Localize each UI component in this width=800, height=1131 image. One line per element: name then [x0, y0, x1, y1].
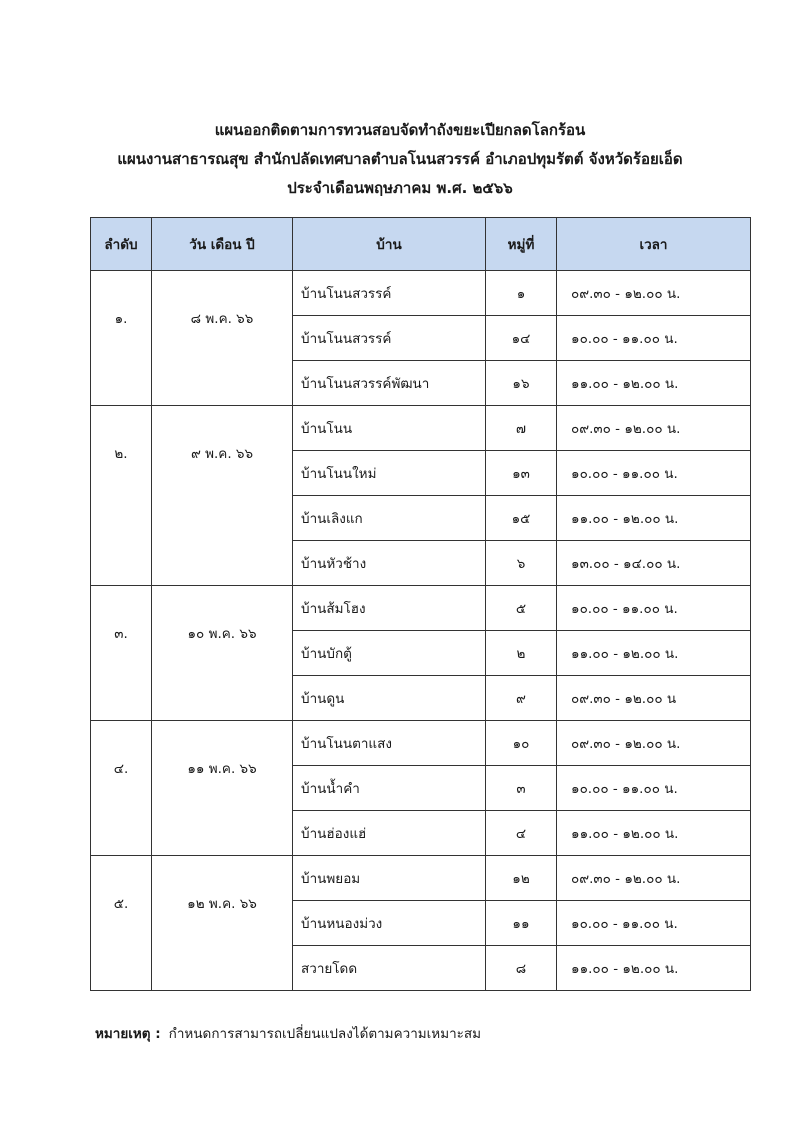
- cell-time: ๐๙.๓๐ - ๑๒.๐๐ น.: [557, 406, 751, 451]
- cell-village: บ้านหนองม่วง: [293, 901, 486, 946]
- cell-time: ๑๑.๐๐ - ๑๒.๐๐ น.: [557, 946, 751, 991]
- header-time: เวลา: [557, 218, 751, 271]
- cell-date: ๙ พ.ค. ๖๖: [152, 406, 293, 586]
- cell-village: บ้านโนนสวรรค์พัฒนา: [293, 361, 486, 406]
- cell-village: บ้านน้ำคำ: [293, 766, 486, 811]
- cell-time: ๑๐.๐๐ - ๑๑.๐๐ น.: [557, 901, 751, 946]
- cell-village: บ้านเลิงแก: [293, 496, 486, 541]
- table-row: [91, 721, 751, 766]
- cell-moo: ๒: [486, 631, 557, 676]
- cell-village: บ้านฮ่องแฮ่: [293, 811, 486, 856]
- cell-moo: ๓: [486, 766, 557, 811]
- footnote-label: หมายเหตุ :: [95, 1026, 161, 1042]
- document-title: [0, 116, 800, 203]
- cell-moo: ๖: [486, 541, 557, 586]
- footnote-text: กำหนดการสามารถเปลี่ยนแปลงได้ตามความเหมาะสม: [168, 1026, 482, 1042]
- cell-time: ๑๐.๐๐ - ๑๑.๐๐ น.: [557, 586, 751, 631]
- cell-moo: ๑๕: [486, 496, 557, 541]
- cell-date: ๘ พ.ค. ๖๖: [152, 271, 293, 406]
- cell-time: ๑๓.๐๐ - ๑๔.๐๐ น.: [557, 541, 751, 586]
- cell-village: สวายโดด: [293, 946, 486, 991]
- cell-village: บ้านหัวช้าง: [293, 541, 486, 586]
- cell-village: บ้านบักตู้: [293, 631, 486, 676]
- title-line-2: แผนงานสาธารณสุข สำนักปลัดเทศบาลตำบลโนนสวรรค์ อำเภอปทุมรัตต์ จังหวัดร้อยเอ็ด: [117, 150, 683, 168]
- cell-village: บ้านส้มโฮง: [293, 586, 486, 631]
- table-row: [91, 586, 751, 631]
- cell-date: ๑๒ พ.ค. ๖๖: [152, 856, 293, 991]
- cell-time: ๐๙.๓๐ - ๑๒.๐๐ น.: [557, 271, 751, 316]
- table-row: [91, 271, 751, 316]
- cell-time: ๑๑.๐๐ - ๑๒.๐๐ น.: [557, 361, 751, 406]
- cell-time: ๐๙.๓๐ - ๑๒.๐๐ น.: [557, 856, 751, 901]
- cell-village: บ้านโนนสวรรค์: [293, 316, 486, 361]
- header-order: ลำดับ: [91, 218, 152, 271]
- cell-time: ๑๐.๐๐ - ๑๑.๐๐ น.: [557, 316, 751, 361]
- cell-village: บ้านโนนใหม่: [293, 451, 486, 496]
- cell-village: บ้านดูน: [293, 676, 486, 721]
- cell-moo: ๑๐: [486, 721, 557, 766]
- cell-moo: ๑๖: [486, 361, 557, 406]
- cell-moo: ๗: [486, 406, 557, 451]
- header-village: บ้าน: [293, 218, 486, 271]
- cell-time: ๑๐.๐๐ - ๑๑.๐๐ น.: [557, 766, 751, 811]
- cell-time: ๑๑.๐๐ - ๑๒.๐๐ น.: [557, 631, 751, 676]
- cell-moo: ๑: [486, 271, 557, 316]
- cell-order: ๓.: [91, 586, 152, 721]
- title-line-1: แผนออกติดตามการทวนสอบจัดทำถังขยะเปียกลดโลกร้อน: [214, 121, 586, 139]
- cell-order: ๑.: [91, 271, 152, 406]
- cell-village: บ้านโนนสวรรค์: [293, 271, 486, 316]
- cell-order: ๒.: [91, 406, 152, 586]
- cell-time: ๐๙.๓๐ - ๑๒.๐๐ น.: [557, 721, 751, 766]
- cell-moo: ๘: [486, 946, 557, 991]
- header-date: วัน เดือน ปี: [152, 218, 293, 271]
- cell-date: ๑๑ พ.ค. ๖๖: [152, 721, 293, 856]
- cell-time: ๐๙.๓๐ - ๑๒.๐๐ น: [557, 676, 751, 721]
- cell-village: บ้านพยอม: [293, 856, 486, 901]
- table-row: [91, 406, 751, 451]
- cell-village: บ้านโนน: [293, 406, 486, 451]
- cell-moo: ๑๑: [486, 901, 557, 946]
- cell-time: ๑๐.๐๐ - ๑๑.๐๐ น.: [557, 451, 751, 496]
- cell-village: บ้านโนนตาแสง: [293, 721, 486, 766]
- cell-moo: ๕: [486, 586, 557, 631]
- cell-moo: ๔: [486, 811, 557, 856]
- cell-moo: ๑๒: [486, 856, 557, 901]
- cell-date: ๑๐ พ.ค. ๖๖: [152, 586, 293, 721]
- cell-moo: ๑๔: [486, 316, 557, 361]
- table-body: [91, 271, 751, 991]
- cell-moo: ๑๓: [486, 451, 557, 496]
- header-moo: หมู่ที่: [486, 218, 557, 271]
- table-header-row: [91, 218, 751, 271]
- title-line-3: ประจำเดือนพฤษภาคม พ.ศ. ๒๕๖๖: [287, 179, 513, 197]
- cell-time: ๑๑.๐๐ - ๑๒.๐๐ น.: [557, 811, 751, 856]
- schedule-table: [90, 217, 751, 991]
- cell-moo: ๙: [486, 676, 557, 721]
- cell-order: ๕.: [91, 856, 152, 991]
- cell-time: ๑๑.๐๐ - ๑๒.๐๐ น.: [557, 496, 751, 541]
- cell-order: ๔.: [91, 721, 152, 856]
- table-row: [91, 856, 751, 901]
- footnote: [95, 1022, 481, 1044]
